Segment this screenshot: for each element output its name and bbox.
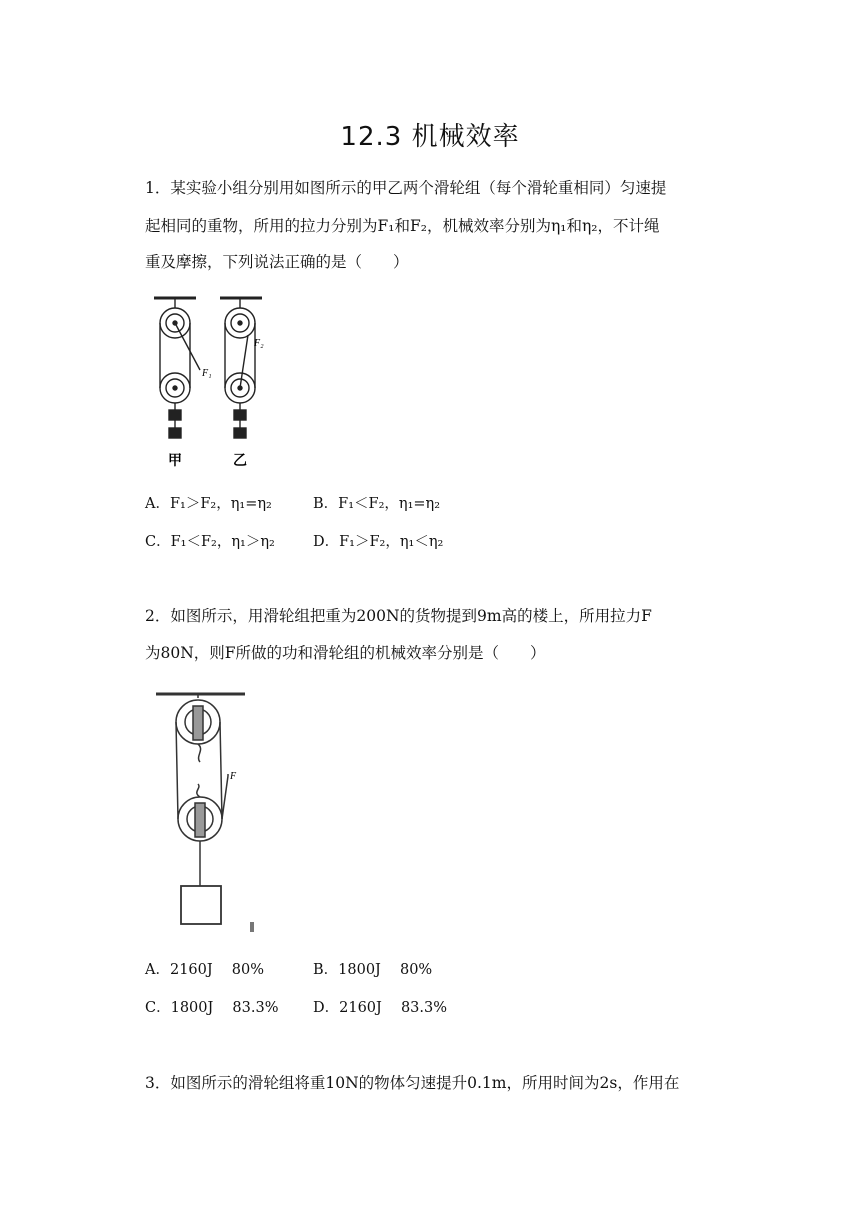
q1-text-line-1: 1．某实验小组分别用如图所示的甲乙两个滑轮组（每个滑轮重相同）匀速提 bbox=[145, 179, 667, 197]
q1-f2-label: F₂ bbox=[254, 338, 264, 349]
q2-text-line-1: 2．如图所示，用滑轮组把重为200N的货物提到9m高的楼上，所用拉力F bbox=[145, 607, 652, 625]
q1-option-d[interactable]: D．F₁＞F₂，η₁＜η₂ bbox=[313, 534, 444, 550]
q1-label-yi: 乙 bbox=[233, 453, 247, 469]
page-title: 12.3 机械效率 bbox=[340, 122, 520, 152]
q1-option-b[interactable]: B．F₁＜F₂，η₁=η₂ bbox=[313, 496, 441, 512]
q2-option-c[interactable]: C．1800J 83.3% bbox=[145, 1000, 279, 1016]
q1-label-jia: 甲 bbox=[168, 453, 182, 469]
q2-option-b[interactable]: B．1800J 80% bbox=[313, 962, 433, 978]
q2-text-line-2: 为80N，则F所做的功和滑轮组的机械效率分别是（ ） bbox=[145, 644, 546, 662]
q1-text-line-2: 起相同的重物，所用的拉力分别为F₁和F₂，机械效率分别为η₁和η₂，不计绳 bbox=[145, 217, 660, 235]
q1-option-c[interactable]: C．F₁＜F₂，η₁＞η₂ bbox=[145, 534, 275, 550]
q2-option-d[interactable]: D．2160J 83.3% bbox=[313, 1000, 448, 1016]
q1-f1-label: F₁ bbox=[202, 368, 212, 379]
q2-f-label: F bbox=[230, 771, 237, 782]
q2-option-a[interactable]: A．2160J 80% bbox=[145, 962, 265, 978]
q1-pulley-figure bbox=[150, 290, 275, 470]
q1-option-a[interactable]: A．F₁＞F₂，η₁=η₂ bbox=[145, 496, 272, 512]
q2-pulley-figure bbox=[150, 684, 265, 939]
q3-text-line-1: 3．如图所示的滑轮组将重10N的物体匀速提升0.1m，所用时间为2s，作用在 bbox=[145, 1074, 680, 1092]
q1-text-line-3: 重及摩擦，下列说法正确的是（ ） bbox=[145, 253, 409, 271]
